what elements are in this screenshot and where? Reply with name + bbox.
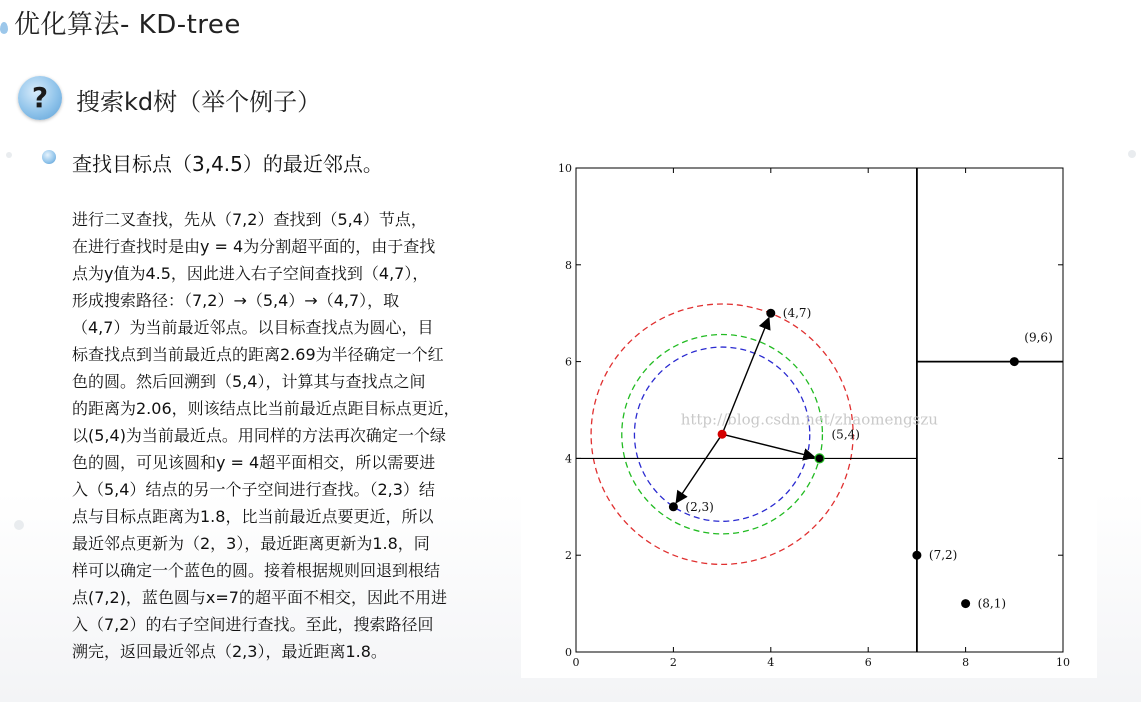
x-tick-label: 6 <box>864 656 872 669</box>
decorative-dot <box>6 152 12 158</box>
data-point <box>961 599 970 608</box>
paragraph-line: 色的圆。然后回溯到（5,4），计算其与查找点之间 <box>72 372 426 391</box>
x-tick-label: 4 <box>767 656 775 669</box>
paragraph-line: 入（5,4）结点的另一个子空间进行查找。（2,3）结 <box>72 480 435 499</box>
x-tick-label: 0 <box>572 656 580 669</box>
data-point <box>1010 357 1019 366</box>
paragraph-line: 点为y值为4.5，因此进入右子空间查找到（4,7）， <box>72 264 429 283</box>
target-point <box>718 430 727 439</box>
y-tick-label: 4 <box>565 452 572 466</box>
paragraph-line: 在进行查找时是由y = 4为分割超平面的，由于查找 <box>72 237 436 256</box>
question-mark-icon <box>18 76 62 120</box>
y-tick-label: 6 <box>565 355 572 369</box>
paragraph-line: （4,7）为当前最近邻点。以目标查找点为圆心，目 <box>72 318 434 337</box>
data-point <box>766 309 775 318</box>
watermark-text: http://blog.csdn.net/zhaomengszu <box>680 410 938 429</box>
x-tick-label: 8 <box>962 656 970 669</box>
bullet-icon <box>42 150 56 164</box>
paragraph-line: 进行二叉查找，先从（7,2）查找到（5,4）节点， <box>72 210 427 229</box>
data-point <box>912 551 921 560</box>
x-tick-label: 2 <box>669 656 677 669</box>
point-label: (4,7) <box>782 306 812 321</box>
explanation-paragraph <box>72 206 522 665</box>
decorative-dot <box>1128 150 1136 158</box>
y-tick-label: 8 <box>565 258 572 272</box>
decorative-dot <box>14 520 24 530</box>
paragraph-line: 溯完，返回最近邻点（2,3），最近距离1.8。 <box>72 642 387 661</box>
paragraph-line: 色的圆，可见该圆和y = 4超平面相交，所以需要进 <box>72 453 436 472</box>
paragraph-line: 以(5,4)为当前最近点。用同样的方法再次确定一个绿 <box>72 426 446 445</box>
slide-title: 优化算法- KD-tree <box>14 10 241 40</box>
paragraph-line: 入（7,2）的右子空间进行查找。至此，搜索路径回 <box>72 615 434 634</box>
point-label: (9,6) <box>1024 330 1053 345</box>
kd-tree-chart <box>521 150 1097 678</box>
point-label: (8,1) <box>977 596 1007 611</box>
point-label: (7,2) <box>928 548 958 563</box>
y-tick-label: 0 <box>565 646 572 659</box>
bullet-heading: 查找目标点（3,4.5）的最近邻点。 <box>72 152 383 176</box>
point-label: (2,3) <box>685 499 714 514</box>
paragraph-line: 点(7,2)，蓝色圆与x=7的超平面不相交，因此不用进 <box>72 588 447 607</box>
point-label: (5,4) <box>831 427 860 442</box>
paragraph-line: 最近邻点更新为（2，3），最近距离更新为1.8，同 <box>72 534 430 553</box>
x-tick-label: 10 <box>1056 656 1070 669</box>
paragraph-line: 的距离为2.06，则该结点比当前最近点距目标点更近， <box>72 399 460 418</box>
question-mark-glyph: ? <box>31 80 49 114</box>
paragraph-line: 点与目标点距离为1.8，比当前最近点要更近，所以 <box>72 507 434 526</box>
kd-tree-chart-panel <box>521 150 1097 678</box>
data-point <box>669 502 678 511</box>
paragraph-line: 形成搜索路径：（7,2）→（5,4）→（4,7），取 <box>72 291 400 310</box>
y-tick-label: 10 <box>558 162 572 175</box>
slide-subtitle: 搜索kd树（举个例子） <box>76 88 322 116</box>
paragraph-line: 样可以确定一个蓝色的圆。接着根据规则回退到根结 <box>72 561 441 580</box>
title-drop-icon <box>0 22 8 34</box>
paragraph-line: 标查找点到当前最近点的距离2.69为半径确定一个红 <box>72 345 444 364</box>
y-tick-label: 2 <box>565 549 572 563</box>
